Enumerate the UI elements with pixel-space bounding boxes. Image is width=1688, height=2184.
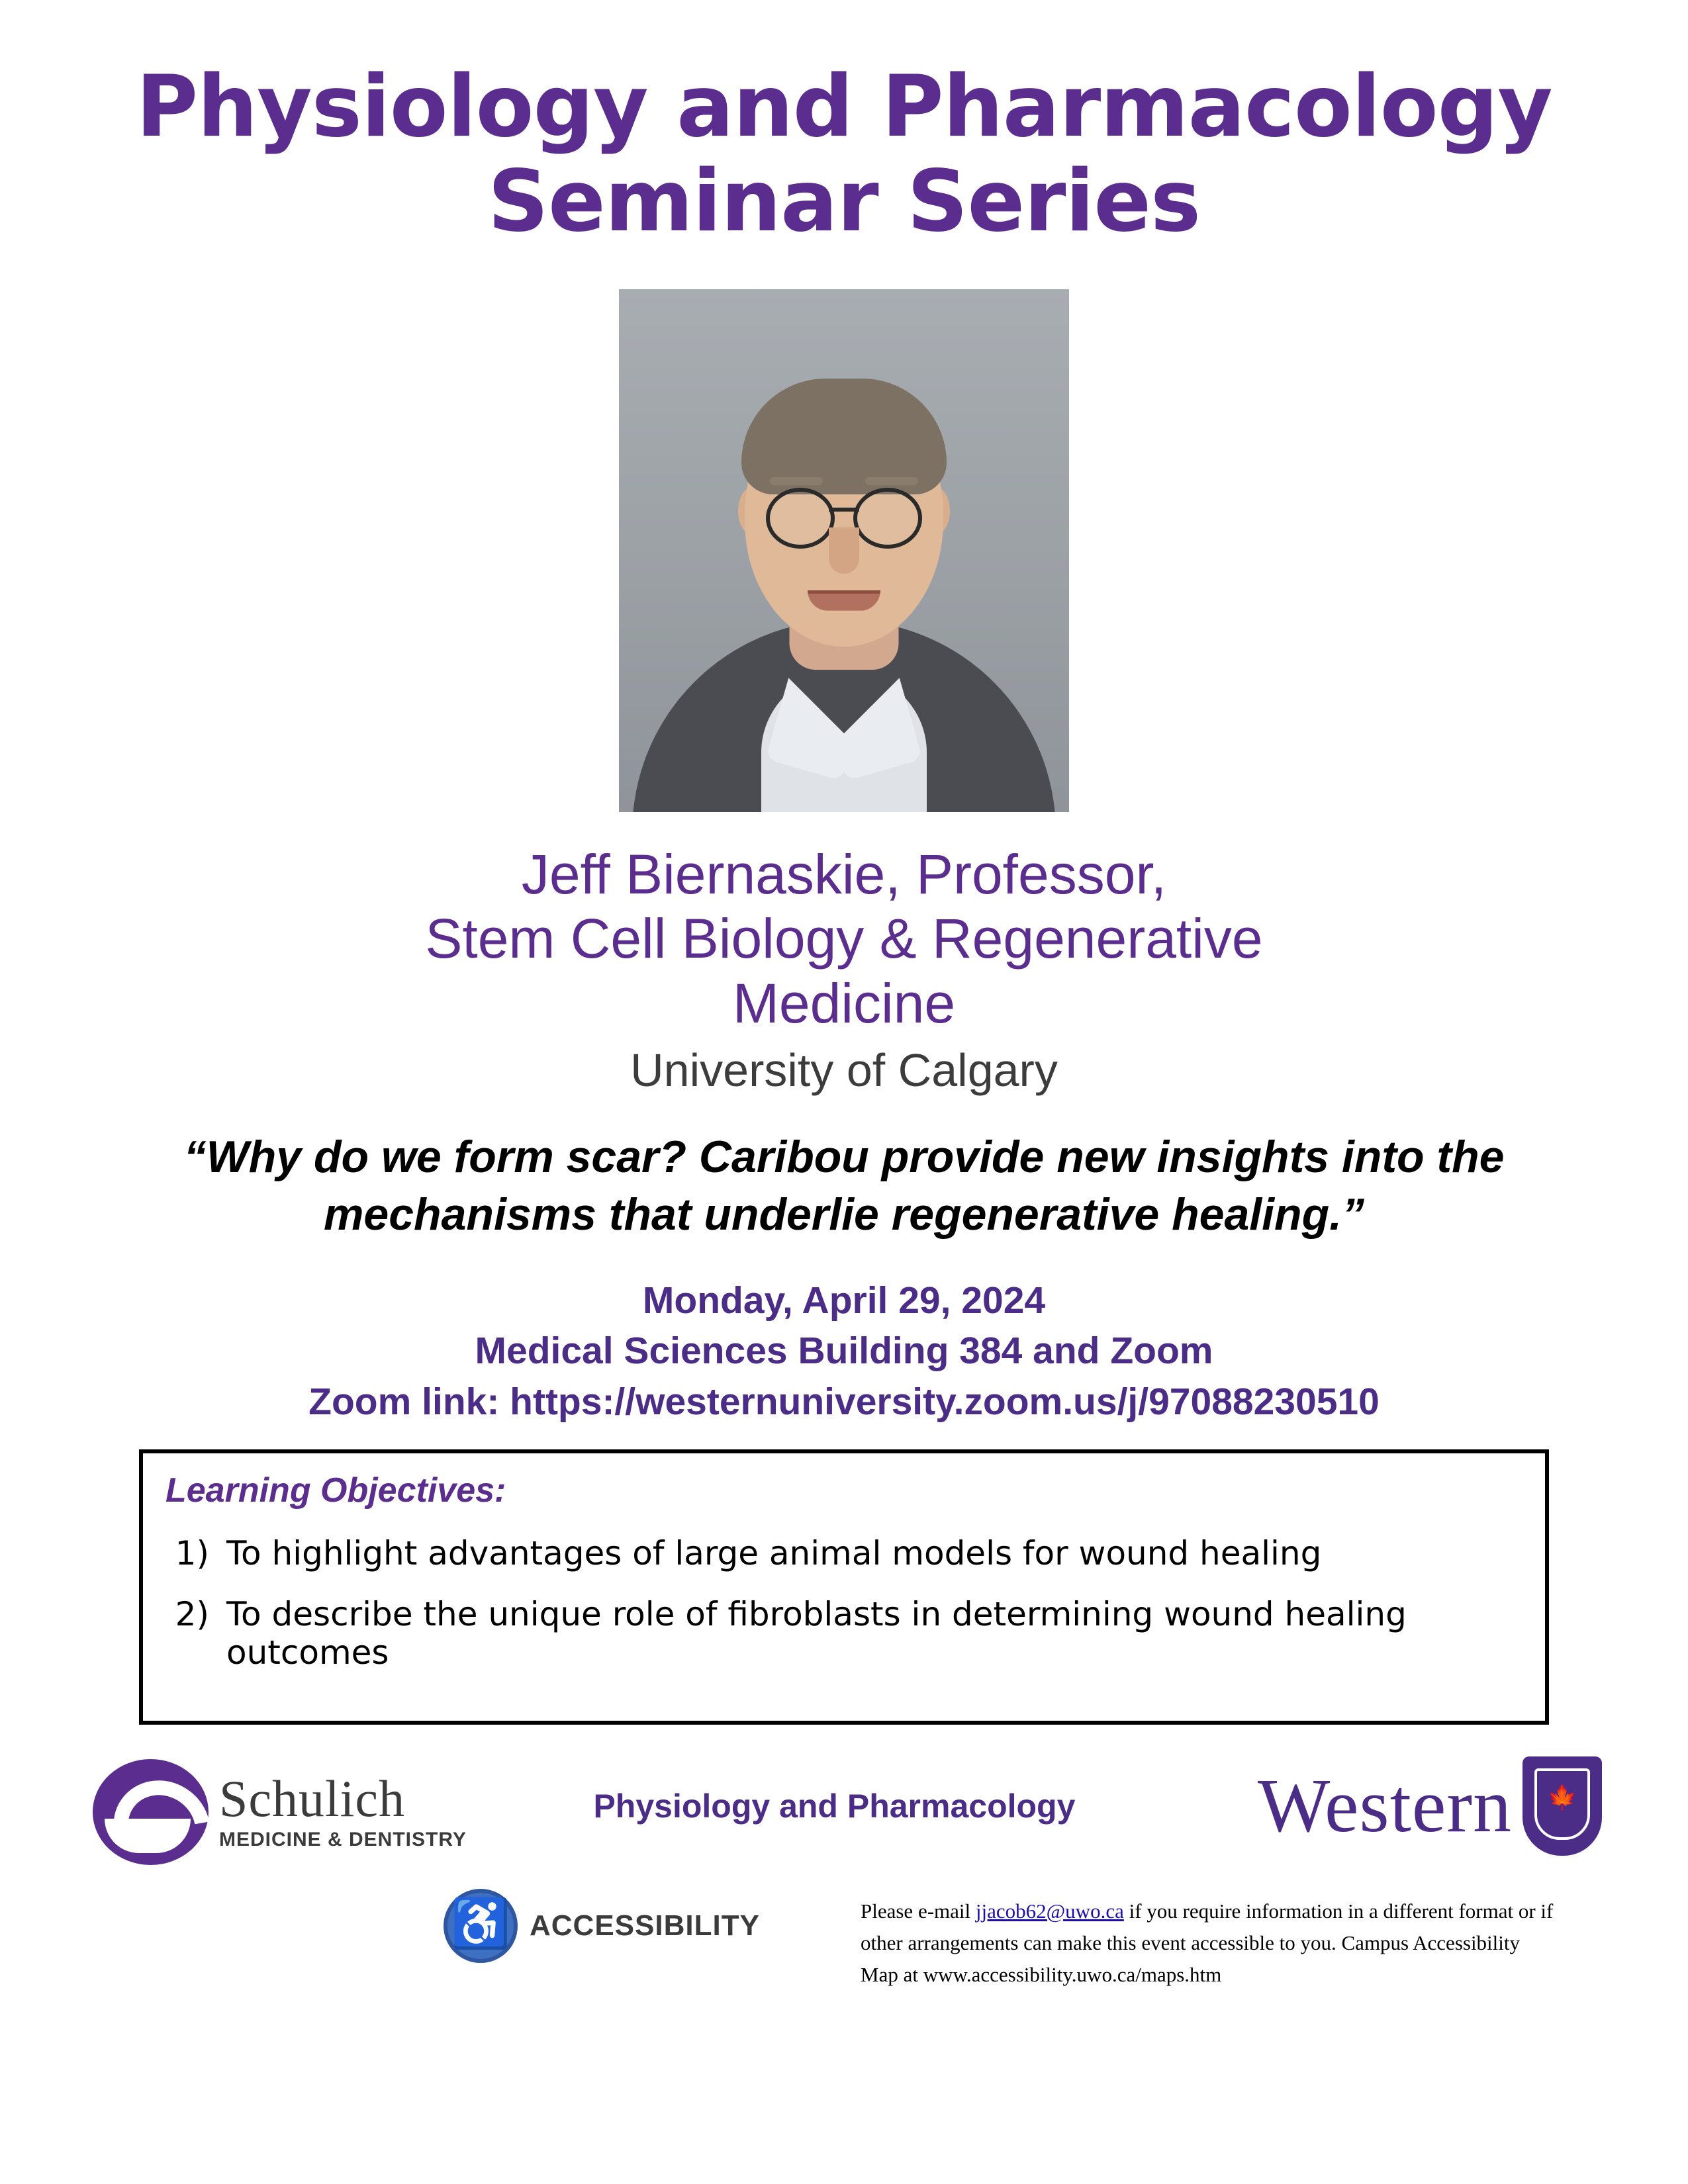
talk-title: “Why do we form scar? Caribou provide new insights into the mechanisms that underlie regenerative healing.” xyxy=(183,1132,1505,1240)
department-name: Physiology and Pharmacology xyxy=(593,1788,1076,1825)
accessibility-email-link[interactable]: jjacob62@uwo.ca xyxy=(975,1899,1124,1923)
event-date: Monday, April 29, 2024 xyxy=(642,1279,1046,1322)
accessibility-note xyxy=(861,1895,1562,1991)
title-line-1: Physiology and Pharmacology xyxy=(136,58,1552,156)
portrait-brow-left xyxy=(770,477,823,485)
schulich-name: Schulich xyxy=(219,1770,405,1828)
speaker-portrait xyxy=(619,289,1069,812)
wheelchair-icon xyxy=(444,1889,518,1963)
list-item-number: 1) xyxy=(175,1534,209,1573)
page-title xyxy=(66,60,1622,250)
wheelchair-glyph: ♿ xyxy=(451,1897,510,1951)
portrait-nose xyxy=(829,527,859,574)
speaker-name-block xyxy=(66,842,1622,1036)
portrait-container xyxy=(66,289,1622,812)
accessibility-row xyxy=(66,1889,1622,2021)
glasses-icon-left xyxy=(766,488,835,549)
schulich-mark-icon xyxy=(93,1759,209,1865)
event-details xyxy=(66,1275,1622,1427)
western-shield-icon xyxy=(1523,1756,1602,1856)
western-logo xyxy=(1258,1756,1602,1856)
speaker-line-1: Jeff Biernaskie, Professor, xyxy=(521,842,1167,905)
schulich-logo xyxy=(93,1759,467,1865)
list-item-number: 2) xyxy=(175,1595,209,1634)
schulich-subtitle: MEDICINE & DENTISTRY xyxy=(219,1829,467,1851)
western-wordmark: Western xyxy=(1257,1764,1512,1849)
accessibility-note-post: if you require information in a different format or if other arrangements can make this event accessible to you. Campus Accessibility Map at www.accessibility.uwo.ca/maps.htm xyxy=(861,1899,1554,1987)
event-location: Medical Sciences Building 384 and Zoom xyxy=(475,1330,1213,1373)
glasses-icon-right xyxy=(853,488,922,549)
list-item xyxy=(165,1534,1523,1572)
event-zoom-link[interactable]: Zoom link: https://westernuniversity.zoom.us/j/97088230510 xyxy=(308,1380,1380,1423)
speaker-affiliation: University of Calgary xyxy=(630,1044,1058,1097)
accessibility-badge xyxy=(444,1889,760,1963)
schulich-swoosh xyxy=(105,1819,191,1853)
schulich-wordmark xyxy=(219,1770,467,1851)
accessibility-note-pre: Please e-mail xyxy=(861,1899,976,1923)
learning-objectives-heading: Learning Objectives: xyxy=(165,1471,506,1510)
title-line-2: Seminar Series xyxy=(487,152,1201,251)
accessibility-label: ACCESSIBILITY xyxy=(530,1909,760,1942)
portrait-mouth xyxy=(808,590,880,611)
list-item-text: To describe the unique role of fibroblasts in determining wound healing outcomes xyxy=(226,1595,1407,1672)
portrait-brow-right xyxy=(865,477,918,485)
speaker-line-2: Stem Cell Biology & Regenerative xyxy=(425,907,1263,970)
list-item-text: To highlight advantages of large animal models for wound healing xyxy=(226,1534,1322,1573)
maple-leaf-icon: 🍁 xyxy=(1547,1784,1577,1811)
glasses-bridge xyxy=(829,508,859,512)
speaker-line-3: Medicine xyxy=(732,972,956,1034)
footer-logos xyxy=(66,1752,1622,1885)
learning-objectives-box xyxy=(139,1449,1549,1725)
list-item xyxy=(165,1595,1523,1672)
learning-objectives-list xyxy=(165,1534,1523,1672)
